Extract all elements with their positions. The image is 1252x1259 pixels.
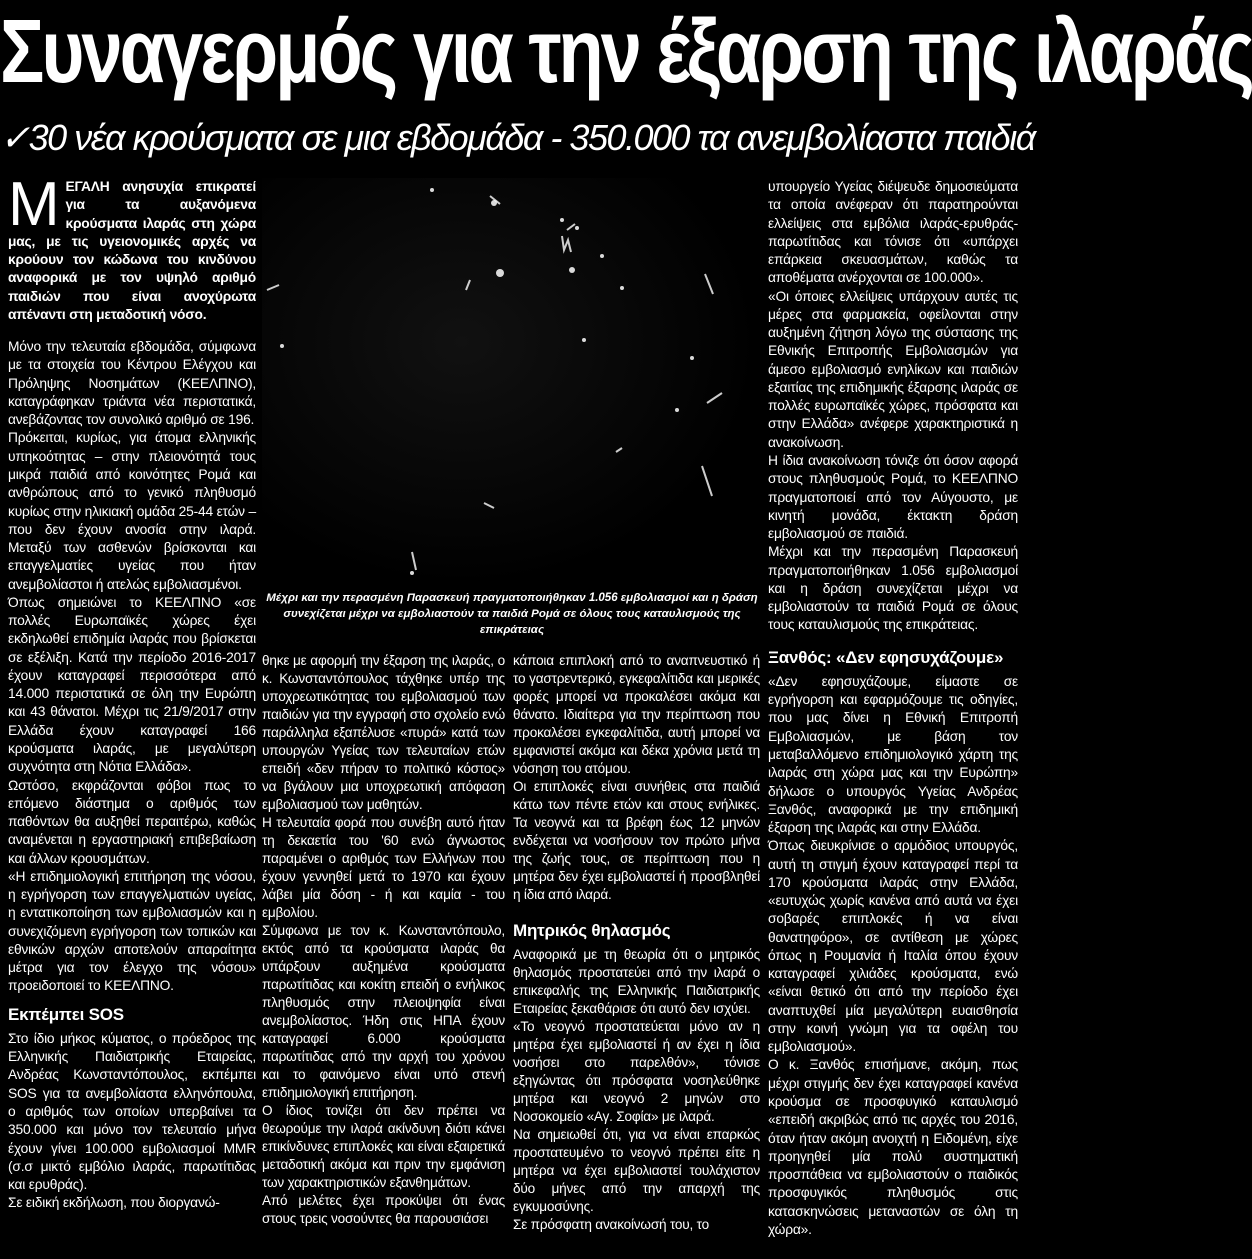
section-heading-breastfeeding: Μητρικός θηλασμός xyxy=(513,921,671,940)
paragraph: «Η επιδημιολογική επιτήρηση της νόσου, η εγρήγορση των επαγγελματιών υγείας, η εντατικοποίηση των εμβολιασμών και η συνεχιζόμενη εγρήγορση των τοπικών και εθνικών αρχών αποτελούν απαραίτητα μέτρα για τον έλεγχο της νόσου» προειδοποιεί το ΚΕΕΛΠΝΟ. xyxy=(8,868,256,994)
photo-caption: Μέχρι και την περασμένη Παρασκευή πραγματοποιήθηκαν 1.056 εμβολιασμοί και η δράση συνεχίζεται μέχρι να εμβολιαστούν τα παιδιά Ρομά σε όλους τους καταυλισμούς της επικράτειας xyxy=(266,592,758,636)
paragraph: Πρόκειται, κυρίως, για άτομα ελληνικής υπηκοότητας – στην πλειονότητά τους μικρά παιδιά από κοινότητες Ρομά και ανθρώπους από το γενικό πληθυσμό κυρίως στην ηλικιακή ομάδα 25-44 ετών – που δεν έχουν ανοσία στην ιλαρά. Μεταξύ των ασθενών βρίσκονται και επαγγελματίες υγείας που ήταν ανεμβολίαστοι ή ατελώς εμβολιασμένοι. xyxy=(8,430,256,592)
paragraph: θηκε με αφορμή την έξαρση της ιλαράς, ο κ. Κωνσταντόπουλος τάχθηκε υπέρ της υποχρεωτικότητας του εμβολιασμού των παιδιών για την εγγραφή στο σχολείο ενώ παράλληλα εξαπέλυσε «πυρά» κατά των υπουργών Υγείας των τελευταίων ετών επειδή «δεν πήραν το πολιτικό κόστος» να βγάλουν μια υποχρεωτική απόφαση εμβολιασμού των μαθητών. xyxy=(262,653,505,812)
column-2 xyxy=(262,652,505,1228)
paragraph: Σε ειδική εκδήλωση, που διοργανώ- xyxy=(8,1195,220,1211)
section-heading-xanthos: Ξανθός: «Δεν εφησυχάζουμε» xyxy=(768,647,1004,667)
drop-cap: Μ xyxy=(8,170,60,239)
paragraph: Μέχρι και την περασμένη Παρασκευή πραγματοποιήθηκαν 1.056 εμβολιασμοί και η δράση συνεχίζεται μέχρι να εμβολιαστούν τα παιδιά Ρομά σε όλους τους καταυλισμούς της επικράτειας. xyxy=(768,544,1018,633)
paragraph: Από μελέτες έχει προκύψει ότι ένας στους τρεις νοσούντες θα παρουσιάσει xyxy=(262,1193,505,1226)
paragraph: Οι επιπλοκές είναι συνήθεις στα παιδιά κάτω των πέντε ετών και στους ενήλικες. Τα νεογνά και τα βρέφη έως 12 μηνών ενδέχεται να νοσήσουν τον πρώτο μήνα της ζωής τους, σε περίπτωση που η μητέρα δεν έχει εμβολιαστεί ή προσβληθεί η ίδια από ιλαρά. xyxy=(513,779,760,902)
paragraph: υπουργείο Υγείας διέψευδε δημοσιεύματα τα οποία ανέφεραν ότι παρατηρούνται ελλείψεις στα εμβόλια ιλαράς-ερυθράς-παρωτίτιδας και τόνισε ότι «υπάρχει επάρκεια σκευασμάτων, καθώς τα αποθέματα ανέρχονται σε 100.000». xyxy=(768,179,1018,286)
column-1 xyxy=(8,170,256,1213)
lead-paragraph: ΜΕΓΑΛΗ ανησυχία επικρατεί για τα αυξανόμενα κρούσματα ιλαράς στη χώρα μας, με τις υγειονομικές αρχές να κρούουν τον κώδωνα του κινδύνου αναφορικά με τον υψηλό αριθμό παιδιών που είναι ανοχύρωτα απέναντι στη μεταδοτική νόσο. xyxy=(8,170,256,322)
paragraph: Ωστόσο, εκφράζονται φόβοι πως το επόμενο διάστημα ο αριθμός των παθόντων θα αυξηθεί περαιτέρω, καθώς αναμένεται η εργαστηριακή επιβεβαίωση και άλλων κρουσμάτων. xyxy=(8,777,256,866)
paragraph: κάποια επιπλοκή από το αναπνευστικό ή το γαστρεντερικό, εγκεφαλίτιδα και μερικές φορές μπορεί να προκαλέσει ακόμα και θάνατο. Ιδιαίτερα για την περίπτωση που προκαλέσει εγκεφαλίτιδα, αυτή μπορεί να εμφανιστεί ακόμα και δέκα χρόνια μετά τη νόσηση του ατόμου. xyxy=(513,653,760,776)
section-heading-sos: Εκπέμπει SOS xyxy=(8,1004,124,1024)
paragraph: Μόνο την τελευταία εβδομάδα, σύμφωνα με τα στοιχεία του Κέντρου Ελέγχου και Πρόληψης Νοσημάτων (ΚΕΕΛΠΝΟ), καταγράφηκαν τριάντα νέα περιστατικά, ανεβάζοντας τον συνολικό αριθμό σε 196. xyxy=(8,339,256,428)
paragraph: Όπως σημειώνει το ΚΕΕΛΠΝΟ «σε πολλές Ευρωπαϊκές χώρες έχει εκδηλωθεί επιδημία ιλαράς που βρίσκεται σε εξέλιξη. Κατά την περίοδο 2016-2017 έχουν καταγραφεί περισσότερα από 14.000 περιστατικά σε όλη την Ευρώπη και 43 θάνατοι. Μέχρι τις 21/9/2017 στην Ελλάδα έχουν καταγραφεί 166 κρούσματα ιλαράς, με μεγαλύτερη συχνότητα στη Νότια Ελλάδα». xyxy=(8,594,256,775)
paragraph: Στο ίδιο μήκος κύματος, ο πρόεδρος της Ελληνικής Παιδιατρικής Εταιρείας, Ανδρέας Κωνσταντόπουλος, εκπέμπει SOS για τα ανεμβολίαστα ελληνόπουλα, ο αριθμός των οποίων υπερβαίνει τα 350.000 και μόνο τον τελευταίο μήνα έχουν γίνει 100.000 εμβολιασμοί MMR (σ.σ μικτό εμβόλιο ιλαράς, παρωτίτιδας και ερυθράς). xyxy=(8,1030,256,1193)
column-3 xyxy=(513,652,760,1234)
photo-graphic xyxy=(262,178,762,588)
column-4 xyxy=(768,178,1018,1239)
paragraph: Σύμφωνα με τον κ. Κωνσταντόπουλο, εκτός από τα κρούσματα ιλαράς θα υπάρξουν αυξημένα κρούσματα παρωτίτιδας και κοκίτη επειδή ο ενήλικος πληθυσμός στην πλειοψηφία είναι ανεμβολίαστος. Ήδη στις ΗΠΑ έχουν καταγραφεί 6.000 κρούσματα παρωτίτιδας από την αρχή του χρόνου και το φαινόμενο είναι υπό στενή επιδημιολογική επιτήρηση. xyxy=(262,923,505,1100)
subheadline: ✓30 νέα κρούσματα σε μια εβδομάδα - 350.000 τα ανεμβολίαστα παιδιά xyxy=(0,117,1035,158)
paragraph: Ο κ. Ξανθός επισήμανε, ακόμη, πως μέχρι στιγμής δεν έχει καταγραφεί κανένα κρούσμα σε προσφυγικό καταυλισμό «επειδή ακριβώς από τις αρχές του 2016, όταν ήταν ακόμη ανοιχτή η Ειδομένη, είχε προηγηθεί μία πολύ συστηματική προσπάθεια να εμβολιαστούν ο παιδικός προσφυγικός πληθυσμός στις κατασκηνώσεις μεταναστών σε όλη τη χώρα». xyxy=(768,1057,1018,1237)
headline: Συναγερμός για την έξαρση της ιλαράς xyxy=(0,0,1252,102)
paragraph: Αναφορικά με τη θεωρία ότι ο μητρικός θηλασμός προστατεύει από την ιλαρά ο επικεφαλής της Ελληνικής Παιδιατρικής Εταιρείας ξεκαθάρισε ότι αυτό δεν ισχύει. xyxy=(513,947,760,1016)
paragraph: Ο ίδιος τονίζει ότι δεν πρέπει να θεωρούμε την ιλαρά ακίνδυνη διότι κάνει επικίνδυνες επιπλοκές και είναι εξαιρετικά μεταδοτική ακόμα και πριν την εμφάνιση των χαρακτηριστικών εξανθημάτων. xyxy=(262,1103,505,1190)
paragraph: «Οι όποιες ελλείψεις υπάρχουν αυτές τις μέρες στα φαρμακεία, οφείλονται στην αυξημένη ζήτηση λόγω της σύστασης της Εθνικής Επιτροπής Εμβολιασμών για άμεσο εμβολιασμό ενηλίκων και παιδιών εξαιτίας της επιδημικής έξαρσης ιλαράς σε πολλές ευρωπαϊκές χώρες, πρόσφατα και στην Ελλάδα» ανέφερε χαρακτηριστικά η ανακοίνωση. xyxy=(768,288,1018,450)
paragraph: Σε πρόσφατη ανακοίνωσή του, το xyxy=(513,1217,710,1232)
paragraph: Να σημειωθεί ότι, για να είναι επαρκώς προστατευμένο το νεογνό πρέπει είτε η μητέρα να έχει εμβολιαστεί τουλάχιστον δύο μήνες από την απαρχή της εγκυμοσύνης. xyxy=(513,1127,760,1214)
paragraph: Η ίδια ανακοίνωση τόνιζε ότι όσον αφορά στους πληθυσμούς Ρομά, το ΚΕΕΛΠΝΟ πραγματοποιεί από τον Αύγουστο, με κινητή μονάδα, έκτακτη δράση εμβολιασμού σε παιδιά. xyxy=(768,452,1018,542)
article-photo xyxy=(262,178,762,588)
paragraph: «Δεν εφησυχάζουμε, είμαστε σε εγρήγορση και εφαρμόζουμε τις οδηγίες, που μας δίνει η Εθνική Επιτροπή Εμβολιασμών, με βάση τον μεταβαλλόμενο επιδημιολογικό χάρτη της ιλαράς στη χώρα μας και την Ευρώπη» δήλωσε ο υπουργός Υγείας Ανδρέας Ξανθός, αναφορικά με την επιδημική έξαρση της ιλαράς και στην Ελλάδα. xyxy=(768,673,1018,836)
paragraph: Η τελευταία φορά που συνέβη αυτό ήταν τη δεκαετία του '60 ενώ άγνωστος παραμένει ο αριθμός των Ελλήνων που έχουν γεννηθεί μετά το 1970 και έχουν λάβει μία δόση - ή και καμία - του εμβολίου. xyxy=(262,815,505,920)
paragraph: Όπως διευκρίνισε ο αρμόδιος υπουργός, αυτή τη στιγμή έχουν καταγραφεί περί τα 170 κρούσματα ιλαράς στην Ελλάδα, «ευτυχώς χωρίς κανένα από αυτά να έχει σοβαρές επιπλοκές ή να είναι θανατηφόρο», σε αντίθεση με χώρες όπως η Ρουμανία ή Ιταλία όπου έχουν καταγραφεί χιλιάδες κρούσματα, ενώ «είναι θετικό ότι από την περίοδο έχει αναπτυχθεί μία μεγαλύτερη ευαισθησία στην κοινή γνώμη για τα οφέλη του εμβολιασμού». xyxy=(768,838,1018,1055)
paragraph: «Το νεογνό προστατεύεται μόνο αν η μητέρα έχει εμβολιαστεί ή αν έχει η ίδια νοσήσει στο παρελθόν», τόνισε εξηγώντας ότι πρόσφατα νοσηλεύθηκε μητέρα και νεογνό 2 μηνών στο Νοσοκομείο «Αγ. Σοφία» με ιλαρά. xyxy=(513,1019,760,1124)
